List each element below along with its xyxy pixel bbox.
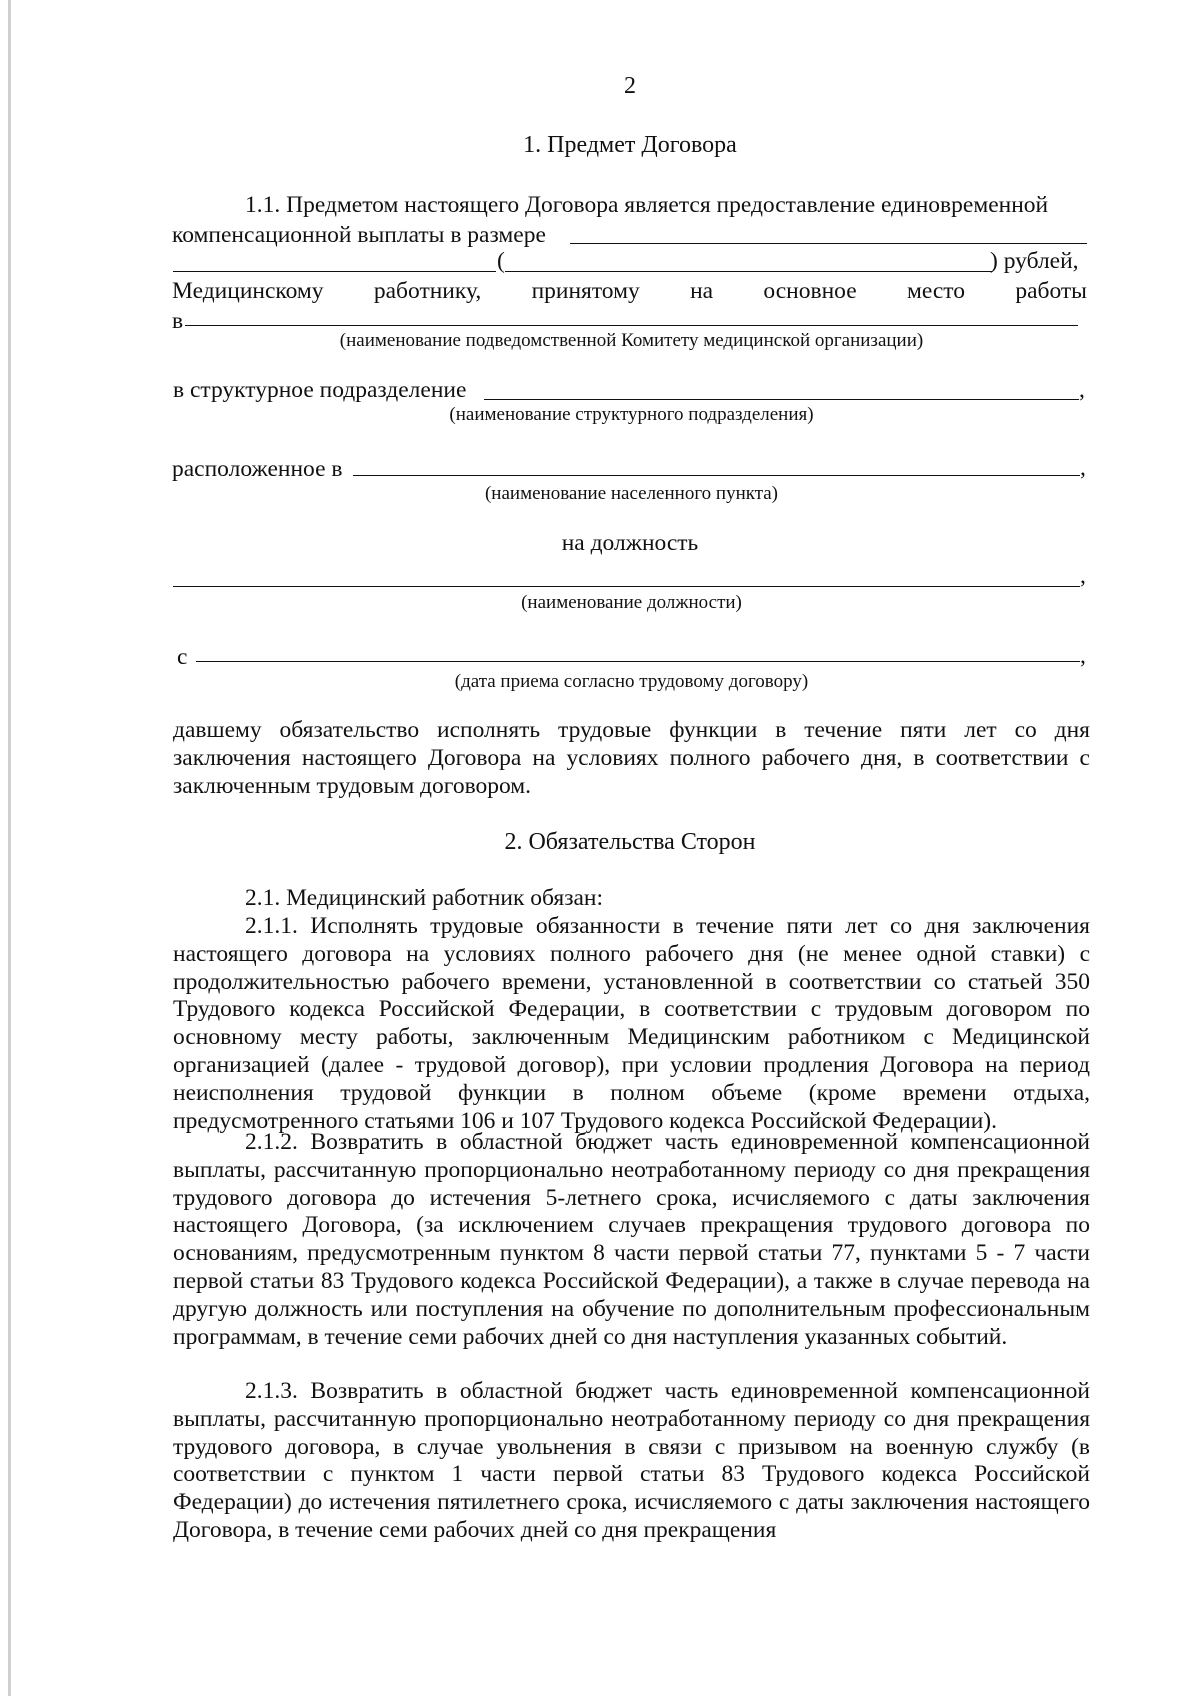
located-label: расположенное в xyxy=(172,456,343,482)
line-worker xyxy=(172,278,1087,305)
word: Медицинскому xyxy=(172,278,324,304)
page-number: 2 xyxy=(624,73,636,99)
section-1-title: 1. Предмет Договора xyxy=(523,132,737,158)
word: на xyxy=(690,278,714,304)
comma: , xyxy=(1079,377,1085,403)
rubles-label: ) рублей, xyxy=(990,248,1079,274)
caption-date: (дата приема согласно трудовому договору) xyxy=(454,671,809,692)
clause-2-1-text: 2.1. Медицинский работник обязан: xyxy=(245,885,604,911)
v-label: в xyxy=(172,308,184,334)
word: работы xyxy=(1015,278,1087,304)
word: работнику, xyxy=(373,278,482,304)
word: основное xyxy=(763,278,857,304)
section-2-title: 2. Обязательства Сторон xyxy=(504,829,756,855)
date-blank xyxy=(196,661,1080,662)
closing-paragraph: давшему обязательство исполнять трудовые функции в течение пяти лет со дня заключения настоящего Договора на условиях полного рабочего дня, в соответствии с заключенным трудовым договором. xyxy=(173,717,1090,799)
caption-organization: (наименование подведомственной Комитету медицинской организации) xyxy=(339,330,924,351)
comma: , xyxy=(1080,455,1086,481)
comma: , xyxy=(1080,563,1086,589)
clause-1-1-line2: компенсационной выплаты в размере xyxy=(172,222,546,248)
open-paren: ( xyxy=(497,248,505,274)
locality-blank xyxy=(353,475,1080,476)
clause-2-1-1 xyxy=(173,913,1090,1135)
caption-position: (наименование должности) xyxy=(521,592,742,613)
position-label: на должность xyxy=(561,530,699,556)
s-label: с xyxy=(177,644,188,670)
caption-locality: (наименование населенного пункта) xyxy=(484,483,779,504)
amount-words-blank xyxy=(173,271,496,272)
clause-2-1-2 xyxy=(173,1129,1090,1351)
struct-blank xyxy=(484,399,1079,400)
comma: , xyxy=(1080,643,1086,669)
clause-2-1 xyxy=(173,885,1090,913)
struct-label: в структурное подразделение xyxy=(173,377,467,403)
clause-1-1-line1: 1.1. Предметом настоящего Договора является предоставление единовременной xyxy=(245,192,1049,218)
word: место xyxy=(906,278,965,304)
clause-2-1-1-text: 2.1.1. Исполнять трудовые обязанности в течение пяти лет со дня заключения настоящего договора на условиях полного рабочего дня (не менее одной ставки) с продолжительностью рабочего времени, установленной в соответствии со статьей 350 Трудового кодекса Российской Федерации, в соответствии с трудовым договором по основному месту работы, заключенным Медицинским работником с Медицинской организацией (далее - трудовой договор), при условии продления Договора на период неисполнения трудовой функции в полном объеме (кроме времени отдыха, предусмотренного статьями 106 и 107 Трудового кодекса Российской Федерации). xyxy=(173,913,1090,1134)
clause-2-1-3 xyxy=(173,1378,1090,1545)
clause-2-1-2-text: 2.1.2. Возвратить в областной бюджет часть единовременной компенсационной выплаты, рассчитанную пропорционально неотработанному периоду со дня прекращения трудового договора до истечения 5-летнего срока, исчисляемого с даты заключения настоящего Договора, (за исключением случаев прекращения трудового договора по основаниям, предусмотренным пунктом 8 части первой статьи 77, пунктами 5 - 7 части первой статьи 83 Трудового кодекса Российской Федерации), а также в случае перевода на другую должность или поступления на обучение по дополнительным профессиональным программам, в течение семи рабочих дней со дня наступления указанных событий. xyxy=(173,1129,1090,1350)
amount-digits-blank xyxy=(505,271,992,272)
caption-struct: (наименование структурного подразделения) xyxy=(449,404,814,425)
clause-2-1-3-text: 2.1.3. Возвратить в областной бюджет часть единовременной компенсационной выплаты, рассчитанную пропорционально неотработанному периоду со дня прекращения трудового договора, в случае увольнения в связи с призывом на военную службу (в соответствии с пунктом 1 части первой статьи 83 Трудового кодекса Российской Федерации) до истечения пятилетнего срока, исчисляемого с даты заключения настоящего Договора, в течение семи рабочих дней со дня прекращения xyxy=(173,1378,1090,1543)
position-blank xyxy=(173,586,1080,587)
amount-blank xyxy=(570,243,1087,244)
organization-blank xyxy=(185,325,1078,326)
word: принятому xyxy=(531,278,640,304)
